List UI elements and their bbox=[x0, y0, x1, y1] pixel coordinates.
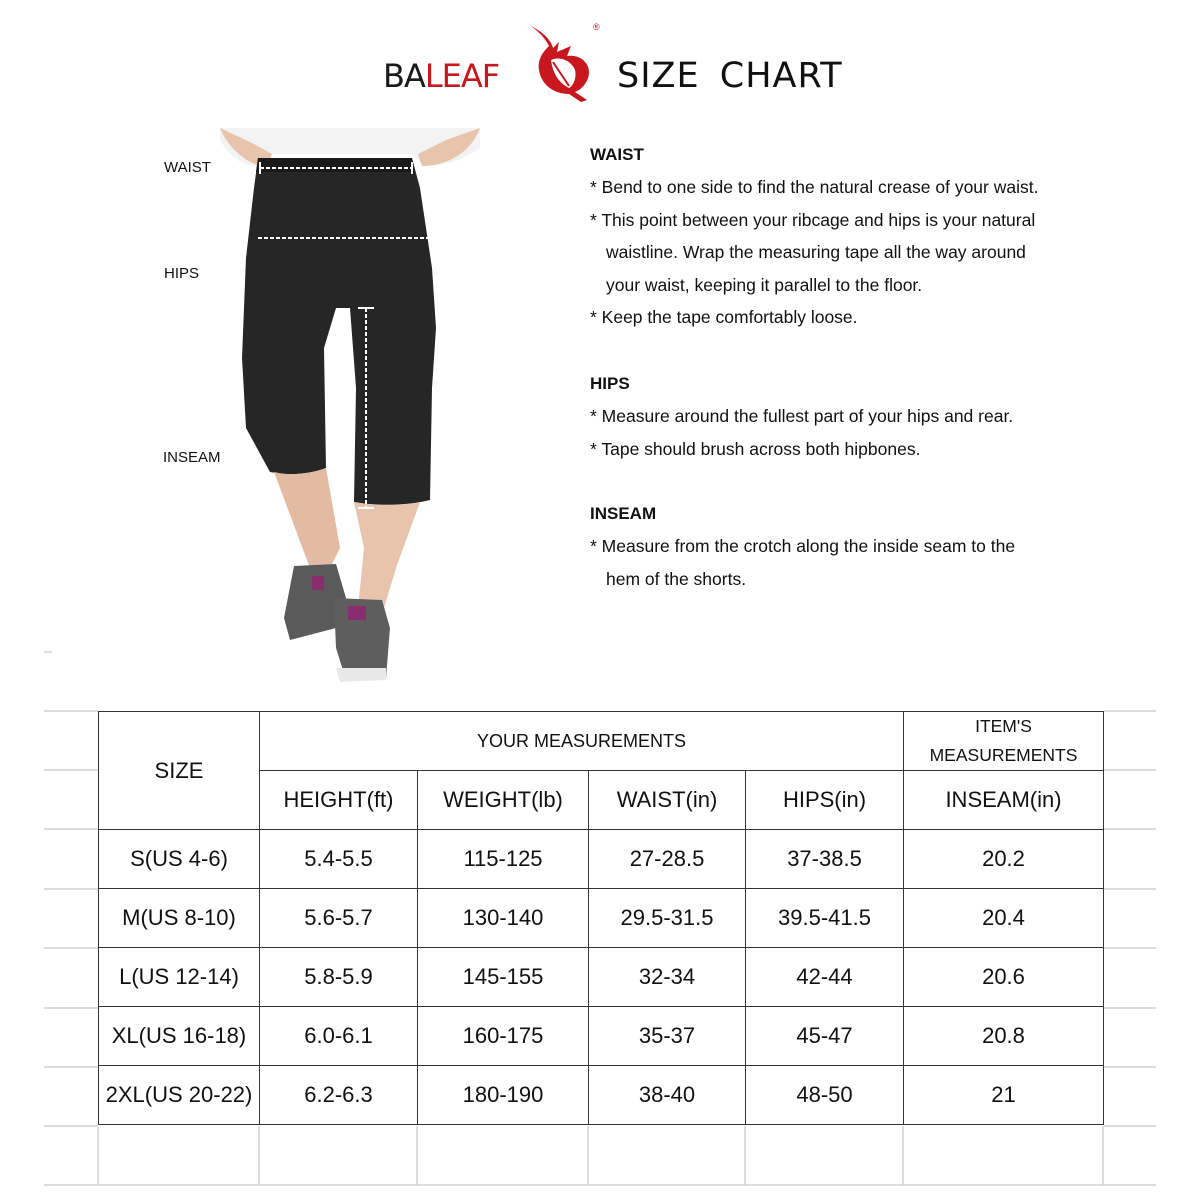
page-title: SIZE CHART bbox=[617, 56, 843, 96]
instructions-waist-title: WAIST bbox=[590, 145, 644, 164]
cell-waist: 35-37 bbox=[589, 1007, 746, 1066]
cell-inseam: 20.4 bbox=[904, 889, 1104, 948]
instructions-hips-section bbox=[590, 373, 1013, 465]
column-header-waist: WAIST(in) bbox=[589, 771, 746, 830]
cell-size: XL(US 16-18) bbox=[99, 1007, 260, 1066]
cell-hips: 45-47 bbox=[746, 1007, 904, 1066]
cell-height: 5.6-5.7 bbox=[260, 889, 418, 948]
cell-weight: 115-125 bbox=[418, 830, 589, 889]
instruction-line: hem of the shorts. bbox=[606, 568, 747, 589]
instruction-line: your waist, keeping it parallel to the floor. bbox=[606, 274, 923, 295]
table-row bbox=[99, 889, 1104, 948]
column-header-hips: HIPS(in) bbox=[746, 771, 904, 830]
cell-weight: 145-155 bbox=[418, 948, 589, 1007]
cell-waist: 38-40 bbox=[589, 1066, 746, 1125]
figure-label-hips: HIPS bbox=[164, 265, 200, 282]
instructions-waist-section bbox=[590, 144, 1038, 334]
cell-waist: 29.5-31.5 bbox=[589, 889, 746, 948]
instruction-line: waistline. Wrap the measuring tape all the way around bbox=[606, 242, 1026, 262]
instruction-line: * This point between your ribcage and hips is your natural bbox=[590, 209, 1036, 230]
figure-label-waist: WAIST bbox=[164, 159, 211, 176]
cell-inseam: 20.6 bbox=[904, 948, 1104, 1007]
header-items-line1: ITEM'S bbox=[975, 716, 1032, 736]
size-table bbox=[98, 711, 1104, 1125]
cell-height: 5.8-5.9 bbox=[260, 948, 418, 1007]
table-header-row-group bbox=[99, 712, 1104, 771]
header-your-measurements: YOUR MEASUREMENTS bbox=[260, 712, 904, 771]
table-row bbox=[99, 1066, 1104, 1125]
column-header-inseam: INSEAM(in) bbox=[904, 771, 1104, 830]
model-figure bbox=[150, 128, 490, 688]
instruction-line: * Measure from the crotch along the inside seam to the bbox=[590, 536, 1016, 556]
cell-inseam: 21 bbox=[904, 1066, 1104, 1125]
cell-waist: 27-28.5 bbox=[589, 830, 746, 889]
table-row bbox=[99, 948, 1104, 1007]
instruction-line: * Measure around the fullest part of your hips and rear. bbox=[590, 406, 1014, 426]
header-items-line2: MEASUREMENTS bbox=[929, 745, 1078, 765]
cell-size: S(US 4-6) bbox=[99, 830, 260, 889]
cell-waist: 32-34 bbox=[589, 948, 746, 1007]
cell-weight: 180-190 bbox=[418, 1066, 589, 1125]
header-items-measurements bbox=[904, 712, 1104, 771]
table-row bbox=[99, 830, 1104, 889]
instruction-line: * Tape should brush across both hipbones. bbox=[590, 438, 921, 459]
cell-hips: 42-44 bbox=[746, 948, 904, 1007]
instruction-line: * Keep the tape comfortably loose. bbox=[590, 307, 858, 327]
table-row bbox=[99, 1007, 1104, 1066]
cell-size: 2XL(US 20-22) bbox=[99, 1066, 260, 1125]
baleaf-leaf-logo-icon bbox=[523, 22, 603, 102]
cell-inseam: 20.8 bbox=[904, 1007, 1104, 1066]
instructions-hips-title: HIPS bbox=[590, 374, 630, 393]
cell-height: 6.2-6.3 bbox=[260, 1066, 418, 1125]
header-size: SIZE bbox=[99, 712, 260, 830]
cell-size: M(US 8-10) bbox=[99, 889, 260, 948]
cell-hips: 37-38.5 bbox=[746, 830, 904, 889]
cell-inseam: 20.2 bbox=[904, 830, 1104, 889]
cell-height: 6.0-6.1 bbox=[260, 1007, 418, 1066]
column-header-height: HEIGHT(ft) bbox=[260, 771, 418, 830]
instructions-inseam-title: INSEAM bbox=[590, 504, 657, 523]
size-chart-header bbox=[0, 22, 1200, 112]
cell-weight: 130-140 bbox=[418, 889, 589, 948]
cell-hips: 39.5-41.5 bbox=[746, 889, 904, 948]
figure-label-inseam: INSEAM bbox=[163, 449, 221, 466]
instructions-inseam-section bbox=[590, 503, 1015, 595]
registered-mark: ® bbox=[593, 22, 600, 32]
instruction-line: * Bend to one side to find the natural crease of your waist. bbox=[590, 177, 1039, 197]
cell-hips: 48-50 bbox=[746, 1066, 904, 1125]
column-header-weight: WEIGHT(lb) bbox=[418, 771, 589, 830]
brand-text-leaf: LEAF bbox=[424, 57, 500, 95]
brand-wordmark bbox=[383, 56, 499, 96]
cell-weight: 160-175 bbox=[418, 1007, 589, 1066]
cell-height: 5.4-5.5 bbox=[260, 830, 418, 889]
model-pants-illustration bbox=[150, 128, 490, 688]
cell-size: L(US 12-14) bbox=[99, 948, 260, 1007]
brand-text-ba: BA bbox=[383, 57, 425, 95]
